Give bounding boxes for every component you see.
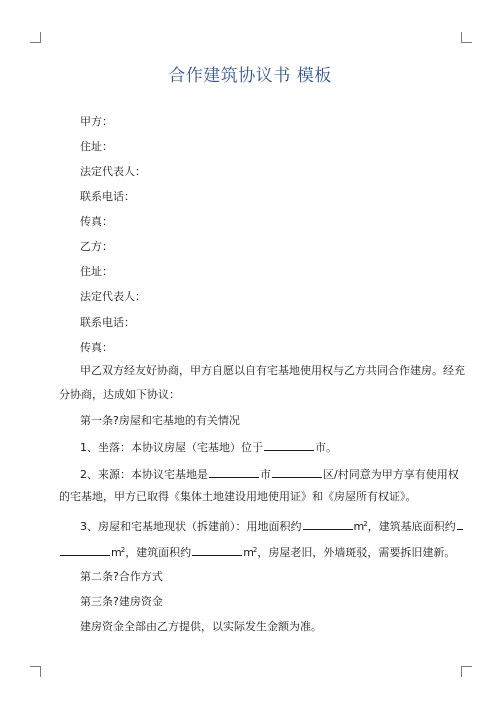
land-area-blank[interactable] (303, 518, 353, 530)
party-a-fax-label: 传真： (80, 215, 113, 228)
article-2-heading: 第二条?合作方式 (80, 570, 163, 583)
party-a-rep-label: 法定代表人： (80, 165, 146, 178)
location-city-blank[interactable] (264, 439, 314, 451)
crop-mark-bottom-right (461, 666, 472, 677)
source-district-blank[interactable] (272, 466, 322, 478)
item-3-text-pre: 3、房屋和宅基地现状（拆建前）：用地面积约 (80, 520, 302, 533)
crop-mark-bottom-left (30, 666, 41, 677)
item-1-text-pre: 1、坐落：本协议房屋（宅基地）位于 (80, 441, 263, 454)
party-b-label: 乙方： (80, 240, 113, 253)
item-3-line-2-text-mid: ，建筑面积约 (125, 546, 192, 559)
floor-area-blank[interactable] (192, 544, 242, 556)
party-b-rep-label: 法定代表人： (80, 290, 146, 303)
article-1-item-2 (80, 466, 459, 482)
party-a-address-label: 住址： (80, 140, 113, 153)
party-b-fax-label: 传真： (80, 341, 113, 354)
party-b-phone-label: 联系电话： (80, 316, 135, 329)
source-city-blank[interactable] (209, 466, 259, 478)
document-title: 合作建筑协议书 模板 (168, 66, 332, 86)
floor-area-unit: m (243, 546, 254, 559)
party-b-address-label: 住址： (80, 265, 113, 278)
item-2-text-mid-2: 区/村同意为甲方享有使用权 (323, 468, 459, 481)
base-area-blank-start[interactable] (457, 518, 463, 530)
item-2-text-pre: 2、来源：本协议宅基地是 (80, 468, 208, 481)
article-1-item-3-line-2 (59, 543, 455, 560)
crop-mark-top-left (30, 32, 41, 43)
crop-mark-top-right (461, 32, 472, 43)
article-3-heading: 第三条?建房资金 (80, 595, 163, 608)
base-area-blank[interactable] (60, 544, 110, 556)
item-3-line-2-text-post: ，房屋老旧，外墙斑驳，需要拆旧建新。 (257, 546, 456, 559)
article-1-heading: 第一条?房屋和宅基地的有关情况 (80, 414, 240, 427)
floor-area-unit-sup: 2 (252, 546, 258, 554)
article-1-item-2-line-2: 的宅基地，甲方已取得《集体土地建设用地使用证》和《房屋所有权证》。 (59, 490, 417, 503)
intro-line-2: 分协商，达成如下协议： (59, 388, 180, 401)
party-a-phone-label: 联系电话： (80, 190, 135, 203)
base-area-unit: m (111, 546, 122, 559)
intro-line-1: 甲乙双方经友好协商，甲方自愿以自有宅基地使用权与乙方共同合作建房。经充 (80, 364, 465, 377)
article-1-item-3 (80, 517, 464, 534)
article-1-item-1 (80, 439, 337, 455)
party-a-label: 甲方： (80, 115, 113, 128)
land-area-unit: m (353, 520, 365, 533)
article-3-body: 建房资金全部由乙方提供，以实际发生金额为准。 (80, 620, 322, 633)
item-3-text-mid: ，建筑基底面积约 (367, 520, 456, 533)
item-1-text-post: 市。 (315, 441, 337, 454)
land-area-unit-sup: 2 (363, 520, 368, 528)
item-2-text-mid-1: 市 (260, 468, 271, 481)
base-area-unit-sup: 2 (120, 546, 126, 554)
